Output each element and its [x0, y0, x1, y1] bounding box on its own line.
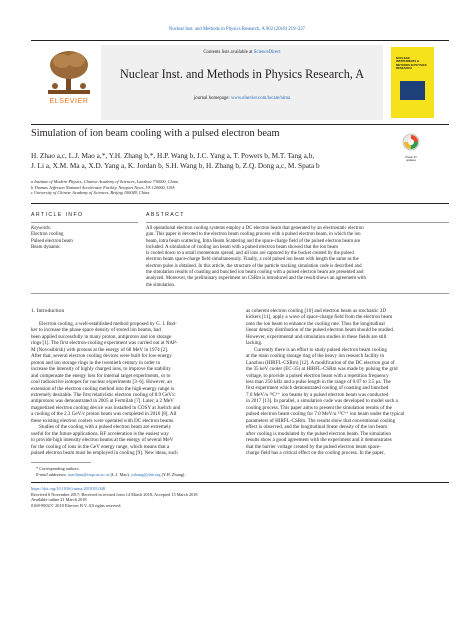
journal-banner — [40, 45, 436, 120]
intro-line: 7.0 MeV/u ¹²C⁶⁺ ion beams by a pulsed electron beam was conducted — [246, 391, 389, 398]
keyword-item: Pulsed electron beam — [31, 238, 73, 244]
available-online: Available online 21 March 2018 — [31, 497, 87, 503]
intro-line: to provide high intensity electron beams at the energy of several MeV — [31, 437, 174, 444]
crossmark-label: Check for updates — [405, 155, 417, 163]
running-head[interactable] — [0, 27, 474, 32]
journal-homepage — [101, 96, 383, 101]
contents-line — [101, 50, 383, 55]
intro-left-column — [31, 321, 239, 457]
intro-line: onto the ion beam to enhance the cooling rate. Thus the longitudinal — [246, 320, 385, 327]
intro-right-column — [246, 308, 449, 456]
homepage-link[interactable]: www.elsevier.com/locate/nima — [230, 96, 291, 101]
intro-line: at the main cooling storage ring of the heavy ion research facility in — [246, 353, 385, 360]
intro-line: Lanzhou (HIRFL-CSRm) [12]. A modification of the DC electron gun of — [246, 359, 395, 366]
abstract-line: electron pulse is obtained. In this article, the structure of the particle tracking simulation code is described and — [146, 263, 362, 269]
intro-line: parameters of HIRFL-CSRm. The results show that conventional cooling — [246, 417, 396, 424]
intro-line: increase the intensity of highly charged ions, to improve the stability — [31, 366, 171, 373]
elsevier-wordmark: ELSEVIER — [49, 98, 89, 105]
intro-line: magnetized electron cooling device was installed in COSY at Juelich and — [31, 404, 181, 411]
intro-line: voltage, to provide a pulsed electron beam with a repetition frequency — [246, 372, 389, 379]
header-rule — [31, 40, 449, 41]
abstract-line: All operational electron cooling systems employ a DC electron beam that generated by an electrostatic electron — [146, 226, 364, 231]
affiliation-c: c University of Chinese Academy of Sciences, Beijing 100049, China — [31, 190, 150, 196]
intro-line: cooling process. This paper aims to present the simulation results of the — [246, 404, 392, 411]
email-link-1[interactable]: maolijun@impcas.ac.cn — [68, 471, 110, 477]
intro-line: first experiment which demonstrated cooling of coasting and bunched — [246, 385, 389, 392]
crossmark-icon — [400, 133, 422, 151]
email-line — [36, 472, 336, 478]
intro-line: as coherent electron cooling [10] and electron beam as stochastic 3D — [246, 308, 387, 314]
footer-rule — [31, 482, 449, 483]
cover-image — [400, 81, 425, 100]
intro-line: Studies of the cooling with a pulsed electron beam are extremely — [39, 424, 172, 431]
section-heading-introduction: 1. Introduction — [31, 308, 65, 314]
abstract — [146, 212, 449, 218]
intro-line: Electron cooling, a well-established method proposed by G. I. Bud- — [39, 321, 177, 327]
intro-line: proton and ion storage rings in the twentieth century in order to — [31, 359, 161, 366]
intro-line: ker to increase the phase space density of stored ion beams, had — [31, 327, 161, 334]
abstract-line: beam, intra beam scattering, Intra Beam Scattering and the space-charge field of the pulsed electron beam are — [146, 238, 361, 244]
intro-line: effect is observed, and the longitudinal linear density of the ion beam — [246, 424, 388, 431]
abstract-text — [146, 226, 449, 289]
intro-line: pulsed electron beam cooling for 7.0 MeV/u ¹²C⁶⁺ ion beam under the typical — [246, 411, 405, 418]
abstract-heading: ABSTRACT — [146, 212, 185, 218]
authors-line-1: H. Zhao a,c, L.J. Mao a,*, Y.H. Zhang b,*, H.P. Wang b, J.C. Yang a, T. Powers b, M.T. Tang a,b, — [31, 151, 315, 160]
intro-line: less than 250 kHz and a pulse length in the range of 0.07 to 3.5 μs. The — [246, 378, 391, 385]
intro-line: rings [1]. The first electron-cooling experiment was carried out at NAP- — [31, 340, 178, 347]
article-title: Simulation of ion beam cooling with a pulsed electron beam — [31, 128, 280, 139]
affil-rule — [31, 203, 449, 204]
authors-line-2: J. Li a, X.M. Ma a, X.D. Yang a, K. Jordan b, S.H. Wang b, H. Zhang b, Z.Q. Dong a,c, M. Spata b — [31, 161, 320, 170]
abstract-line: included. A simulation of cooling ion beam with a pulsed electron beam showed that the ion beam — [146, 244, 338, 250]
email-suffix-1: (L.J. Mao), — [109, 471, 131, 477]
intro-line: M (Novosibirsk) with protons at the energy of 68 MeV in 1974 [2]. — [31, 346, 169, 353]
journal-info-box — [101, 45, 383, 120]
intro-line: that the barrier voltage created by the pulsed electron beam space- — [246, 443, 381, 450]
intro-line: cool radioactive isotopes for nuclear experiments [3–6]. However, an — [31, 379, 172, 386]
affiliation-b: b Thomas Jefferson National Accelerator Facility, Newport News, VA 120000, USA — [31, 184, 175, 190]
keyword-item: Beam dynamic — [31, 244, 61, 250]
intro-line: the 35 keV cooler (EC-35) at HIRFL-CSRm was made by pulsing the grid — [246, 366, 398, 373]
email-label: E-mail addresses: — [36, 471, 69, 477]
intro-line: After that, several electron cooling devices were built for low-energy — [31, 353, 172, 360]
intro-line: after cooling is modulated by the pulsed electron beam. The simulation — [246, 430, 391, 437]
intro-line: in 2017 [13]. In parallel, a simulation code was developed to model such a — [246, 398, 398, 405]
abstract-line: is cooled down to a small momentum spread, and all ions are captured by the bucket created by the pulsed — [146, 251, 354, 257]
affiliation-a: a Institute of Modern Physics, Chinese Academy of Sciences, Lanzhou 730000, China — [31, 179, 179, 184]
footnotes — [36, 466, 336, 477]
intro-line: extension of the electron cooling method into the high-energy range is — [31, 385, 175, 392]
doi-link[interactable]: https://doi.org/10.1016/j.nima.2018.05.048 — [31, 486, 105, 491]
intro-line: Currently there is an effort to study pulsed electron beam cooling — [254, 346, 387, 353]
article-info-rule — [31, 222, 138, 223]
running-head-text[interactable]: Nuclear Inst. and Methods in Physics Research, A 902 (2018) 219–227 — [168, 27, 306, 32]
elsevier-tree-icon — [46, 48, 92, 96]
abstract-rule — [146, 222, 449, 223]
intro-line: lacking. — [246, 340, 263, 347]
keywords-block — [31, 226, 138, 251]
abstract-line: analyzed. Moreover, the preliminary experiment on CSRm is introduced and the result shows an agreement with — [146, 276, 366, 282]
affiliations — [31, 179, 331, 196]
intro-line: antiprotons was demonstrated in 2005 at Fermilab [7]. Later, a 2 MeV — [31, 398, 174, 405]
article-info-heading: ARTICLE INFO — [31, 212, 84, 218]
keyword-item: Electron cooling — [31, 232, 64, 238]
copyright-line: 0168-9002/© 2018 Elsevier B.V. All rights reserved. — [31, 502, 122, 508]
intro-line: been applied successfully in many proton, antiproton and ion storage — [31, 333, 172, 340]
intro-line: for the cooling of ions in the GeV energy range, which means that a — [31, 443, 170, 450]
intro-line: a cooling of the 2.3 GeV/c proton beam was completed in 2016 [8]. All — [31, 411, 177, 418]
intro-line: charge field has a critical effect on the cooling process. In the paper, — [246, 449, 385, 456]
intro-line: pulsed electron beam must be employed in cooling [9]. New ideas, such — [31, 450, 178, 457]
intro-line: these existing electron coolers were operated with DC electron beams. — [31, 417, 175, 424]
received-dates: Received 6 November 2017; Received in revised form 14 March 2018; Accepted 15 March 2018 — [31, 491, 198, 497]
abstract-line: the simulation. — [146, 282, 176, 288]
abstract-line: the simulation results of coasting and bunched ion beam cooling with a pulsed electron beam are presented and — [146, 270, 364, 276]
journal-title[interactable]: Nuclear Inst. and Methods in Physics Research, A — [119, 67, 365, 81]
corresponding-note: * Corresponding authors. — [36, 466, 80, 471]
email-suffix-2: (Y.H. Zhang). — [160, 471, 186, 477]
intro-line: useful for the future applications. RF acceleration is the easiest way — [31, 430, 169, 437]
banner-rule — [31, 124, 449, 125]
article-info — [31, 212, 138, 218]
homepage-prefix: journal homepage: — [193, 96, 231, 101]
footnote-rule — [31, 462, 91, 463]
author-list — [31, 151, 371, 171]
intro-line: kickers [11], apply a wave of space-charge field from the electron beam — [246, 314, 393, 321]
intro-line: linear density distribution of the pulsed electron beam should be studied. — [246, 327, 395, 334]
publisher-logo[interactable] — [40, 45, 98, 120]
publication-info — [31, 486, 449, 508]
intro-line: However, experimental and simulation studies in these fields are still — [246, 333, 387, 340]
abstract-line: gun. This paper is devoted to the electron beam cooling process with a pulsed electron beam, in which the ion — [146, 232, 361, 238]
intro-line: and compensate the energy loss for internal target experiments, or to — [31, 372, 171, 379]
abstract-bottom-rule — [31, 293, 449, 294]
abstract-line: electron beam space-charge field simultaneously. Finally, a cold pulsed ion beam with length the same as the — [146, 257, 359, 263]
contents-prefix: Contents lists available at — [203, 50, 254, 55]
crossmark-badge[interactable] — [400, 133, 422, 163]
sciencedirect-link[interactable]: ScienceDirect — [253, 50, 281, 55]
journal-cover-thumbnail[interactable] — [391, 47, 434, 118]
keywords-heading: Keywords: — [31, 226, 52, 231]
intro-line: extremely desirable. The first relativistic electron cooling of 8.9 GeV/c — [31, 391, 176, 398]
intro-line: results show a good agreement with the experiment and it demonstrates — [246, 437, 392, 444]
cover-title: NUCLEAR INSTRUMENTS & METHODS IN PHYSICS RESEARCH — [396, 56, 427, 71]
email-link-2[interactable]: yzhang@jlab.org — [131, 471, 161, 477]
